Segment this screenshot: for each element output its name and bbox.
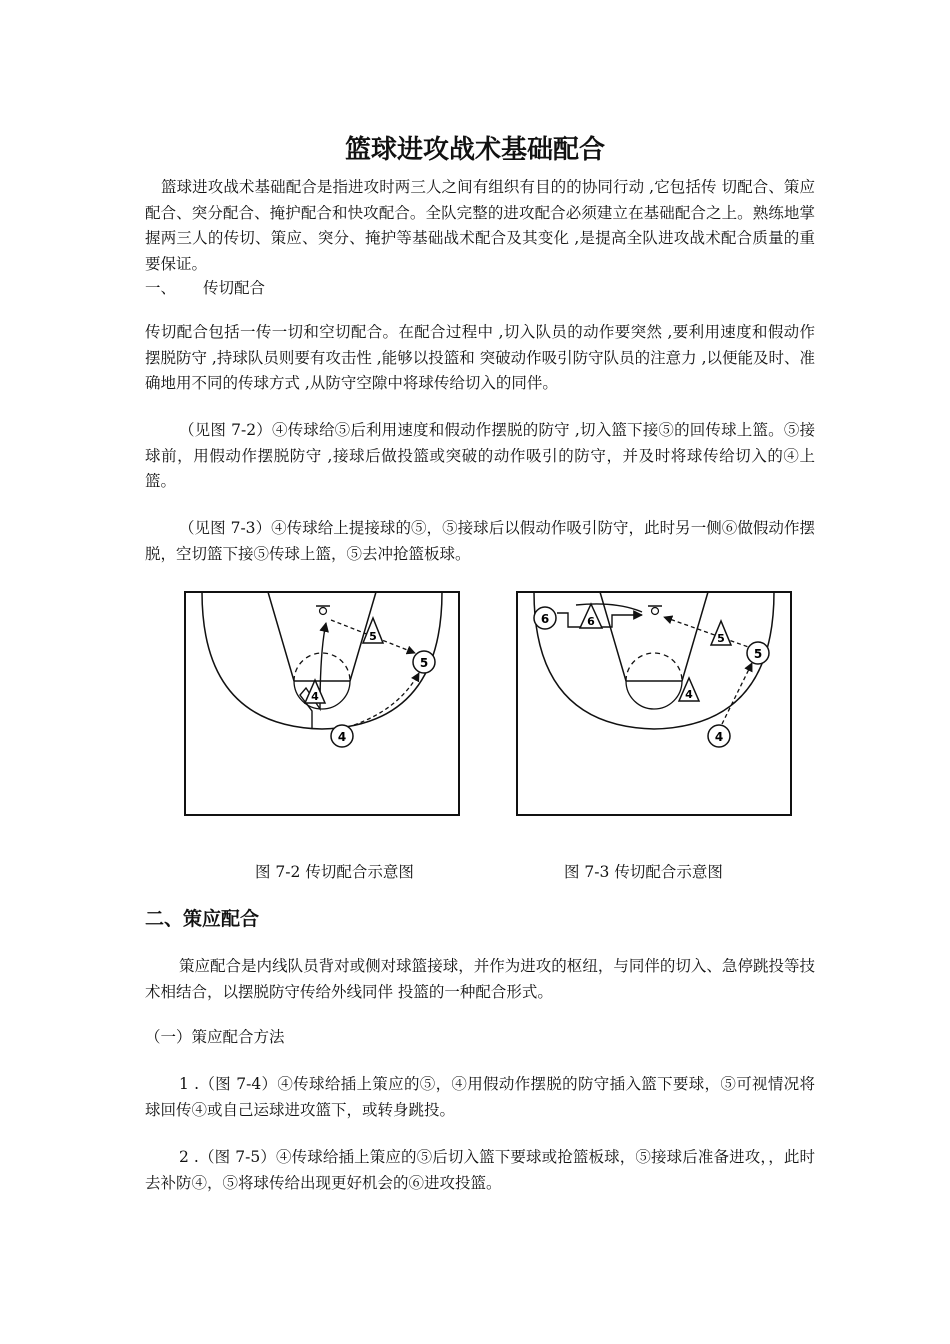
figure-7-2-caption: 图 7-2 传切配合示意图 bbox=[255, 863, 414, 881]
svg-text:6: 6 bbox=[587, 615, 595, 628]
svg-text:5: 5 bbox=[419, 656, 429, 670]
figure-7-3-caption: 图 7-3 传切配合示意图 bbox=[564, 863, 723, 881]
section1-paragraph-2: （见图 7-2）④传球给⑤后利用速度和假动作摆脱的防守 ,切入篮下接⑤的回传球上篮。⑤接球前，用假动作摆脱防守 ,接球后做投篮或突破的动作吸引的防守，并及时将球传给切入的④上篮。 bbox=[145, 421, 815, 490]
section2-paragraph-1: 策应配合是内线队员背对或侧对球篮接球，并作为进攻的枢纽，与同伴的切入、急停跳投等技术相结合，以摆脱防守传给外线同伴 投篮的一种配合形式。 bbox=[145, 957, 815, 1001]
intro-paragraph: 篮球进攻战术基础配合是指进攻时两三人之间有组织有目的的协同行动 ,它包括传 切配合、策应配合、突分配合、掩护配合和快攻配合。全队完整的进攻配合必须建立在基础配合之上。熟练地掌握两三人的传切、策应、突分、掩护等基础战术配合及其变化 ,是提高全队进攻战术配合质量的重要保证。 bbox=[145, 178, 815, 273]
figure-7-2-court-diagram bbox=[184, 591, 460, 816]
section1-heading bbox=[145, 276, 265, 300]
section1-paragraph-3: （见图 7-3）④传球给上提接球的⑤，⑤接球后以假动作吸引防守，此时另一侧⑥做假动作摆脱，空切篮下接⑤传球上篮，⑤去冲抢篮板球。 bbox=[145, 519, 815, 563]
offense-player-marker bbox=[534, 607, 556, 629]
offense-player-marker bbox=[331, 725, 353, 747]
section1-number: 一、 bbox=[145, 279, 177, 297]
svg-text:6: 6 bbox=[540, 612, 550, 626]
svg-text:4: 4 bbox=[311, 690, 319, 703]
svg-text:5: 5 bbox=[369, 630, 377, 643]
section2-paragraph-2: 1 .（图 7-4）④传球给插上策应的⑤，④用假动作摆脱的防守插入篮下要球，⑤可视情况将球回传④或自己运球进攻篮下，或转身跳投。 bbox=[145, 1075, 815, 1119]
section2-subheading: （一）策应配合方法 bbox=[145, 1028, 285, 1046]
offense-player-marker bbox=[413, 651, 435, 673]
section1-paragraph-1: 传切配合包括一传一切和空切配合。在配合过程中 ,切入队员的动作要突然 ,要利用速度和假动作摆脱防守 ,持球队员则要有攻击性 ,能够以投篮和 突破动作吸引防守队员的注意力 ,以便能及时、准确地用不同的传球方式 ,从防守空隙中将球传给切入的同伴。 bbox=[145, 323, 815, 392]
svg-text:4: 4 bbox=[685, 688, 693, 701]
section2-heading: 二、策应配合 bbox=[145, 908, 260, 930]
section1-title: 传切配合 bbox=[203, 279, 266, 297]
page-title: 篮球进攻战术基础配合 bbox=[344, 135, 605, 165]
offense-player-marker bbox=[747, 642, 769, 664]
offense-player-marker bbox=[708, 725, 730, 747]
svg-text:4: 4 bbox=[337, 730, 347, 744]
section2-paragraph-3: 2 .（图 7-5）④传球给插上策应的⑤后切入篮下要球或抢篮板球，⑤接球后准备进攻，，此时去补防④，⑤将球传给出现更好机会的⑥进攻投篮。 bbox=[145, 1148, 815, 1192]
court-boundary bbox=[517, 592, 791, 815]
svg-text:5: 5 bbox=[717, 632, 725, 645]
svg-text:5: 5 bbox=[753, 647, 763, 661]
svg-text:4: 4 bbox=[714, 730, 724, 744]
figure-7-3-court-diagram bbox=[516, 591, 792, 816]
